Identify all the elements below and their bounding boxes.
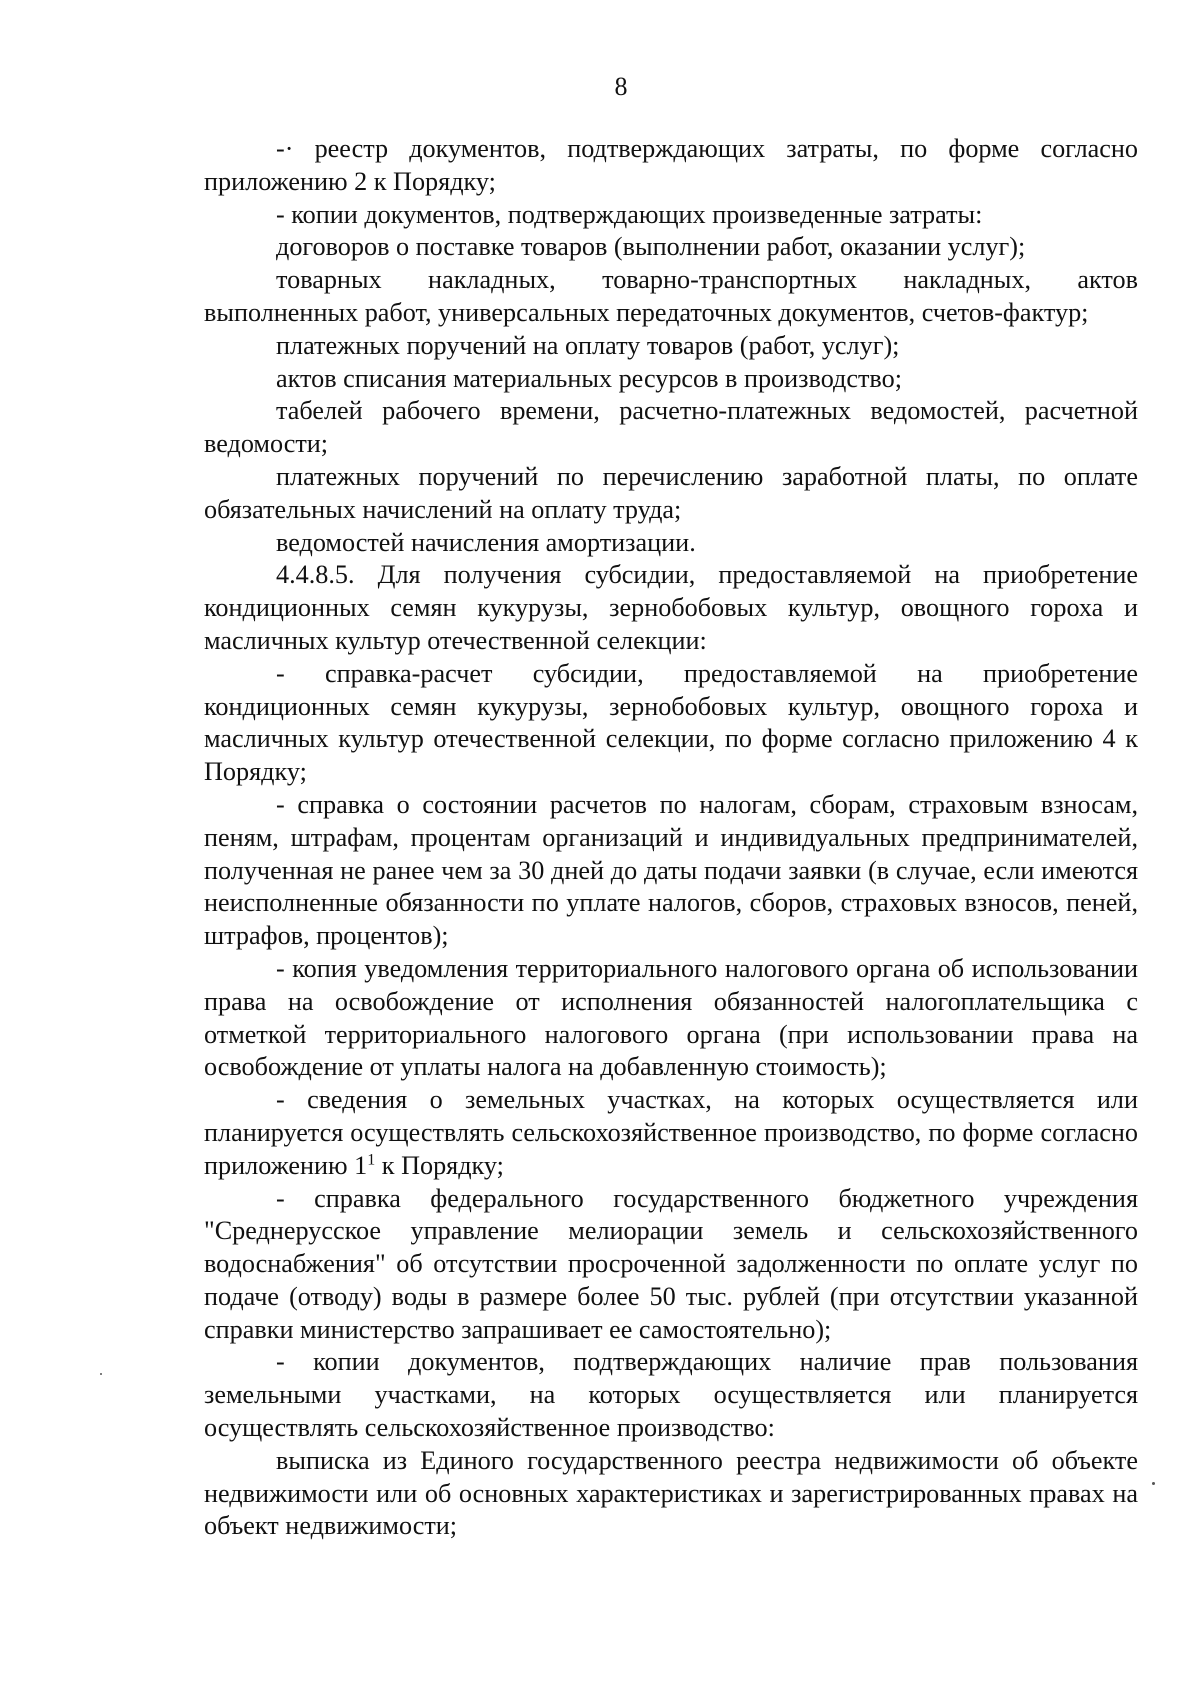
paragraph-registry: -· реестр документов, подтверждающих затраты, по форме согласно приложению 2 к Порядку; xyxy=(204,134,1138,196)
paragraph-copies-costs: - копии документов, подтверждающих произведенные затраты: xyxy=(276,199,983,229)
paragraph-tax-notice: - копия уведомления территориального налогового органа об использовании права на освобождение от исполнения обязанностей налогоплательщика с отметкой территориального налогового органа (при использовании права на освобождение от уплаты налога на добавленную стоимость); xyxy=(204,953,1138,1082)
paragraph-contracts: договоров о поставке товаров (выполнении работ, оказании услуг); xyxy=(276,232,1026,262)
paragraph-payment-orders: платежных поручений на оплату товаров (работ, услуг); xyxy=(276,330,900,360)
paragraph-tax-certificate: - справка о состоянии расчетов по налогам, сборам, страховым взносам, пеням, штрафам, процентам организаций и индивидуальных предпринимателей, полученная не ранее чем за 30 дней до даты подачи заявки (в случае, если имеются неисполненные обязанности по уплате налогов, сборов, страховых взносов, пеней, штрафов, процентов); xyxy=(204,789,1138,951)
paragraph-section-4-4-8-5: 4.4.8.5. Для получения субсидии, предоставляемой на приобретение кондиционных семян кукурузы, зернобобовых культур, овощного гороха и масличных культур отечественной селекции: xyxy=(204,560,1138,655)
superscript-marker: 1 xyxy=(367,1150,376,1168)
land-info-tail: к Порядку; xyxy=(375,1150,504,1180)
land-info-text: - сведения о земельных участках, на которых осуществляется или планируется осуществлять сельскохозяйственное производство, по форме согласно приложению 1 xyxy=(204,1085,1138,1180)
paragraph-registry-extract: выписка из Единого государственного реестра недвижимости об объекте недвижимости или об основных характеристиках и зарегистрированных правах на объект недвижимости; xyxy=(204,1445,1138,1541)
scan-speck xyxy=(100,1373,102,1375)
paragraph-subsidy-calc: - справка-расчет субсидии, предоставляемой на приобретение кондиционных семян кукурузы, зернобобовых культур, овощного гороха и масличных культур отечественной селекции, по форме согласно приложению 4 к Порядку; xyxy=(204,658,1138,787)
paragraph-land-info xyxy=(204,1084,1138,1182)
document-body xyxy=(204,133,1138,1543)
paragraph-write-off-acts: актов списания материальных ресурсов в производство; xyxy=(276,363,902,393)
paragraph-salary-payments: платежных поручений по перечислению заработной платы, по оплате обязательных начислений на оплату труда; xyxy=(204,461,1138,524)
paragraph-depreciation: ведомостей начисления амортизации. xyxy=(276,527,696,557)
paragraph-land-rights: - копии документов, подтверждающих наличие прав пользования земельными участками, на которых осуществляется или планируется осуществлять сельскохозяйственное производство: xyxy=(204,1347,1138,1443)
page-number: 8 xyxy=(614,72,628,101)
paragraph-timesheets: табелей рабочего времени, расчетно-платежных ведомостей, расчетной ведомости; xyxy=(204,396,1138,459)
scan-speck xyxy=(1152,1482,1155,1485)
paragraph-water-certificate: - справка федерального государственного бюджетного учреждения "Среднерусское управление мелиорации земель и сельскохозяйственного водоснабжения" об отсутствии просроченной задолженности по оплате услуг по подаче (отводу) воды в размере более 50 тыс. рублей (при отсутствии указанной справки министерство запрашивает ее самостоятельно); xyxy=(204,1183,1138,1344)
paragraph-waybills: товарных накладных, товарно-транспортных накладных, актов выполненных работ, универсальных передаточных документов, счетов-фактур; xyxy=(204,265,1138,327)
